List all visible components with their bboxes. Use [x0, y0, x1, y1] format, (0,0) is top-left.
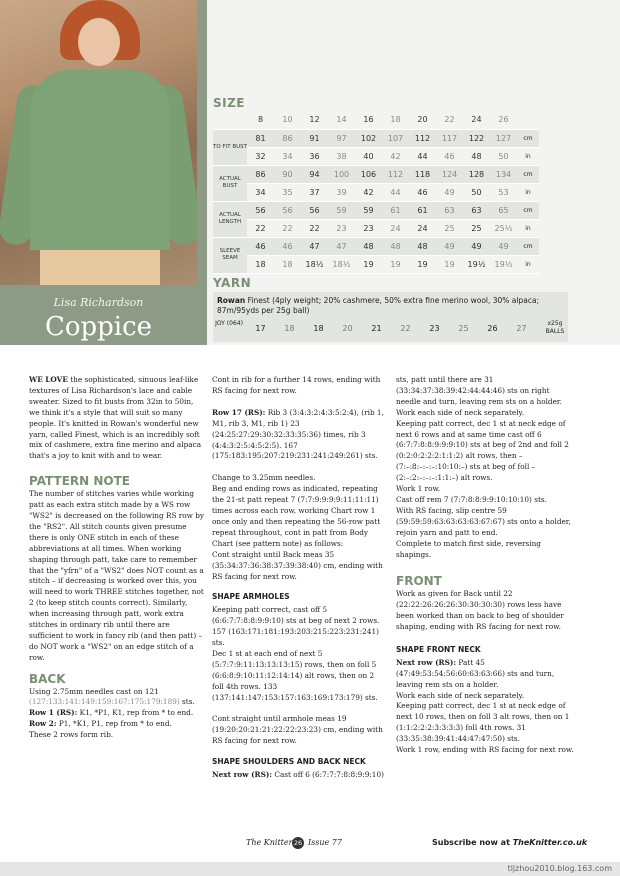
size-value-cell: 100	[328, 165, 355, 183]
front-heading: FRONT	[396, 574, 442, 589]
yarn-ball-count: 27	[516, 324, 527, 333]
size-value-cell: 48	[382, 237, 409, 255]
col3-next-row-lead: Next row (RS):	[396, 657, 457, 667]
col3-p10: Keeping patt correct, dec 1 st at neck edge of next 10 rows, then on foll 3 alt rows, then on 1 (1:1:2:2:2:3:3:3:3) foll 4th rows. 31 (33:35:38:39:41:44:47:47:50) sts.	[396, 701, 570, 744]
row-2-text: P1, *K1, P1, rep from * to end.	[56, 719, 172, 729]
photo-skirt	[40, 250, 160, 285]
size-value-cell: 19	[382, 255, 409, 273]
col2-p3: Beg and ending rows as indicated, repeating the 21-st patt repeat 7 (7:7:9:9:9:9:11:11:11) times across each row, working Chart row 1 once only and then repeating the 56-row patt repeat throughout, cont in patt from Body Chart (see pattern note) as follows:	[212, 484, 381, 548]
size-value-cell: 50	[490, 147, 517, 165]
size-value-cell: 91	[301, 129, 328, 147]
size-value-cell: 19½	[463, 255, 490, 273]
size-value-cell: 56	[274, 201, 301, 219]
yarn-ball-count: 18	[313, 324, 324, 333]
size-value-cell: 38	[328, 147, 355, 165]
size-header-cell: 24	[463, 111, 490, 129]
yarn-ball-count: 23	[429, 324, 440, 333]
col3-next-row-text: Patt 45 (47:49:53:54:56:60:63:63:66) sts and turn, leaving rem sts on a holder.	[396, 657, 555, 689]
size-value-cell: 44	[409, 147, 436, 165]
column-3	[396, 375, 576, 756]
size-value-cell: 39	[328, 183, 355, 201]
size-value-cell: 18	[274, 255, 301, 273]
size-row	[213, 255, 539, 273]
size-value-cell: 53	[490, 183, 517, 201]
yarn-brand: Rowan	[217, 296, 246, 305]
size-value-cell: 107	[382, 129, 409, 147]
pattern-note-text: The number of stitches varies while working patt as each extra stitch made by a WS row "WS2" is decreased on the following RS row by the "RS2". All stitch counts given presume there is only ONE stitch in each of these abbreviations at all times. When working shaping through patt, take care to remember that the "yfrn" of a "WS2" does NOT count as a stitch – if decreasing is worked over this, you will need to work THREE stitches together, not 2 (to keep stitch counts correct). Similarly, when increasing through patt, work extra stitches in ordinary rib until there are sufficient to work in fancy rib (and then patt) – do NOT work a "WS2" on an edge stitch of a row.	[29, 489, 205, 662]
model-photo	[0, 0, 197, 285]
yarn-heading: YARN	[213, 276, 252, 290]
row-2	[29, 719, 205, 730]
size-value-cell: 63	[463, 201, 490, 219]
col2-next-row-text: Cast off 6 (6:7:7:7:8:8:9:9:10)	[272, 770, 384, 780]
size-value-cell: 112	[382, 165, 409, 183]
row-1-text: K1, *P1, K1, rep from * to end.	[77, 708, 194, 718]
side-bar	[197, 0, 207, 345]
size-value-cell: 56	[247, 201, 274, 219]
size-unit-cell: in	[517, 219, 539, 237]
size-unit-cell: cm	[517, 165, 539, 183]
size-value-cell: 49	[436, 183, 463, 201]
yarn-colour-label: JOY (064)	[215, 320, 243, 327]
col3-next-row	[396, 658, 576, 691]
size-value-cell: 18	[247, 255, 274, 273]
size-value-cell: 49	[436, 237, 463, 255]
yarn-description	[217, 296, 562, 316]
col2-p2: Change to 3.25mm needles.	[212, 473, 316, 483]
row-17	[212, 408, 386, 463]
size-value-cell: 48	[355, 237, 382, 255]
col3-p9: Work each side of neck separately.	[396, 690, 525, 700]
size-row	[213, 201, 539, 219]
size-row	[213, 237, 539, 255]
column-2	[212, 375, 386, 781]
size-value-cell: 24	[382, 219, 409, 237]
size-value-cell: 24	[409, 219, 436, 237]
col2-p4: Cont straight until Back meas 35 (35:34:37:36:38:37:39:38:40) cm, ending with RS facing for next row.	[212, 549, 383, 581]
yarn-ball-count: 21	[371, 324, 382, 333]
col2-p5: Keeping patt correct, cast off 5 (6:6:7:7:8:8:9:9:10) sts at beg of next 2 rows. 157 (163:171:181:193:203:215:223:231:241) sts.	[212, 605, 380, 648]
yarn-detail: Finest (4ply weight; 20% cashmere, 50% extra fine merino wool, 30% alpaca; 87m/95yds per 25g ball)	[217, 296, 540, 315]
col3-p2: Work each side of neck separately.	[396, 407, 525, 417]
back-cast-on-end: sts.	[179, 697, 195, 707]
size-value-cell: 86	[247, 165, 274, 183]
size-row-label: ACTUAL BUST	[213, 165, 247, 201]
size-value-cell: 19	[355, 255, 382, 273]
col3-p6: With RS facing, slip centre 59 (59:59:59:63:63:63:63:67:67) sts onto a holder, rejoin yarn and patt to end.	[396, 505, 571, 537]
size-value-cell: 49	[490, 237, 517, 255]
size-value-cell: 61	[409, 201, 436, 219]
size-value-cell: 46	[409, 183, 436, 201]
size-header-cell: 8	[247, 111, 274, 129]
footer-magazine: The Knitter	[246, 838, 293, 847]
front-neck-heading: SHAPE FRONT NECK	[396, 644, 481, 654]
size-value-cell: 63	[436, 201, 463, 219]
size-row	[213, 165, 539, 183]
col2-p6: Dec 1 st at each end of next 5 (5:7:7:9:11:13:13:13:15) rows, then on foll 5 (6:6:8:9:10:11:12:14:14) alt rows, then on 2 foll 4th rows. 133 (137:141:147:153:157:163:169:173:179) sts.	[212, 648, 378, 702]
footer-site-link[interactable]: TheKnitter.co.uk	[512, 838, 588, 847]
size-value-cell: 22	[274, 219, 301, 237]
size-value-cell: 48	[409, 237, 436, 255]
size-value-cell: 42	[382, 147, 409, 165]
size-value-cell: 59	[355, 201, 382, 219]
yarn-ball-count: 26	[487, 324, 498, 333]
size-value-cell: 46	[274, 237, 301, 255]
size-row	[213, 147, 539, 165]
size-value-cell: 86	[274, 129, 301, 147]
size-value-cell: 40	[355, 147, 382, 165]
yarn-ball-count: 25	[458, 324, 469, 333]
design-title: Coppice	[44, 312, 153, 342]
rib-note: These 2 rows form rib.	[29, 730, 114, 740]
col3-p8: Work as given for Back until 22 (22:22:26:26:26:30:30:30:30) rows less have been worked than on back to beg of shoulder shaping, ending with RS facing for next row.	[396, 589, 564, 632]
armholes-heading: SHAPE ARMHOLES	[212, 592, 290, 602]
size-value-cell: 22	[301, 219, 328, 237]
col3-p4: Work 1 row.	[396, 484, 441, 494]
yarn-unit: x25g BALLS	[545, 320, 565, 335]
size-heading: SIZE	[213, 96, 246, 110]
size-value-cell: 102	[355, 129, 382, 147]
col2-p1: Cont in rib for a further 14 rows, ending with RS facing for next row.	[212, 375, 381, 395]
size-value-cell: 122	[463, 129, 490, 147]
size-row-label: TO FIT BUST	[213, 129, 247, 165]
size-value-cell: 18½	[301, 255, 328, 273]
photo-sweater	[30, 70, 170, 250]
size-row	[213, 129, 539, 147]
size-header-unit	[517, 111, 539, 129]
size-row	[213, 183, 539, 201]
size-value-cell: 25½	[490, 219, 517, 237]
size-value-cell: 118	[409, 165, 436, 183]
row-17-text: Rib 3 (3:4:3:2:4:3:5:2:4), (rib 1, M1, rib 3, M1, rib 1) 23 (24:25:27:29:30:32:33:35:36) times, rib 3 (4:4:3:2:5:4:5:2:5). 167 (175:183:195:207:219:231:241:249:261) sts.	[212, 407, 384, 461]
size-value-cell: 35	[274, 183, 301, 201]
col3-p5: Cast off rem 7 (7:7:8:8:9:9:10:10:10) sts.	[396, 494, 547, 504]
back-cast-on	[29, 687, 205, 709]
size-value-cell: 59	[328, 201, 355, 219]
size-header-cell: 16	[355, 111, 382, 129]
yarn-ball-count: 18	[284, 324, 295, 333]
designer-name: Lisa Richardson	[53, 296, 144, 309]
row-1-lead: Row 1 (RS):	[29, 708, 78, 718]
col3-p1: sts, patt until there are 31 (33:34:37:38:39:42:44:44:46) sts on right needle and turn, leaving rem sts on a holder.	[396, 375, 562, 406]
size-value-cell: 25	[463, 219, 490, 237]
intro-text: the sophisticated, sinuous leaf-like textures of Lisa Richardson's lace and cable sweater. Sized to fit busts from 32in to 50in, we think it's a style that will suit so many people. It's knitted in Rowan's wonderful new yarn, called Finest, which is an incredibly soft mix of cashmere, extra fine merino and alpaca that's a joy to knit with and to wear.	[29, 375, 202, 461]
size-unit-cell: cm	[517, 201, 539, 219]
size-value-cell: 22	[247, 219, 274, 237]
size-value-cell: 47	[301, 237, 328, 255]
size-value-cell: 19	[436, 255, 463, 273]
size-value-cell: 32	[247, 147, 274, 165]
size-value-cell: 94	[301, 165, 328, 183]
size-value-cell: 106	[355, 165, 382, 183]
size-header-blank	[213, 111, 247, 129]
col3-p3: Keeping patt correct, dec 1 st at neck edge of next 6 rows and at same time cast off 6 (6:7:7:8:8:9:9:9:10) sts at beg of 2nd and foll 2 (0:2:0:2:2:2:1:1:2) alt rows, then – (7:–:8:–:–:–:10:10:–) sts at beg of foll – (2:–:2:–:–:–:1:1:–) alt rows.	[396, 418, 569, 483]
size-value-cell: 42	[355, 183, 382, 201]
size-header-row	[213, 111, 539, 129]
size-header-cell: 20	[409, 111, 436, 129]
size-unit-cell: in	[517, 147, 539, 165]
size-value-cell: 49	[463, 237, 490, 255]
col2-next-row	[212, 770, 386, 781]
size-value-cell: 19½	[490, 255, 517, 273]
size-value-cell: 56	[301, 201, 328, 219]
size-value-cell: 36	[301, 147, 328, 165]
size-header-cell: 18	[382, 111, 409, 129]
size-value-cell: 81	[247, 129, 274, 147]
size-value-cell: 19	[409, 255, 436, 273]
size-value-cell: 124	[436, 165, 463, 183]
size-value-cell: 65	[490, 201, 517, 219]
size-value-cell: 46	[247, 237, 274, 255]
size-unit-cell: in	[517, 255, 539, 273]
shoulders-heading: SHAPE SHOULDERS AND BACK NECK	[212, 757, 366, 767]
size-unit-cell: cm	[517, 237, 539, 255]
intro-lead: WE LOVE	[29, 375, 68, 384]
back-cast-on-sizes: (127:133:141:149:159:167:175:179:189)	[29, 697, 180, 707]
size-value-cell: 61	[382, 201, 409, 219]
row-17-lead: Row 17 (RS):	[212, 407, 266, 417]
size-value-cell: 25	[436, 219, 463, 237]
footer-subscribe-text: Subscribe now at	[432, 838, 513, 847]
size-value-cell: 97	[328, 129, 355, 147]
yarn-ball-count: 22	[400, 324, 411, 333]
size-row-label: SLEEVE SEAM	[213, 237, 247, 273]
size-value-cell: 90	[274, 165, 301, 183]
col3-p11: Work 1 row, ending with RS facing for next row.	[396, 745, 574, 755]
size-value-cell: 44	[382, 183, 409, 201]
yarn-ball-count: 20	[342, 324, 353, 333]
size-value-cell: 18½	[328, 255, 355, 273]
size-unit-cell: cm	[517, 129, 539, 147]
size-row	[213, 219, 539, 237]
size-header-cell: 10	[274, 111, 301, 129]
size-table	[213, 111, 539, 274]
col3-p7: Complete to match first side, reversing shapings.	[396, 538, 541, 559]
col2-p7: Cont straight until armhole meas 19 (19:20:20:21:21:22:22:23:23) cm, ending with RS facing for next row.	[212, 714, 383, 746]
back-cast-on-text: Using 2.75mm needles cast on 121	[29, 686, 159, 696]
size-value-cell: 46	[436, 147, 463, 165]
column-1	[29, 375, 205, 741]
intro-paragraph	[29, 375, 205, 462]
footer-issue: Issue 77	[308, 838, 342, 847]
page-number: 26	[293, 839, 303, 847]
size-value-cell: 134	[490, 165, 517, 183]
size-value-cell: 37	[301, 183, 328, 201]
size-header-cell: 12	[301, 111, 328, 129]
size-value-cell: 23	[355, 219, 382, 237]
size-header-cell: 14	[328, 111, 355, 129]
size-value-cell: 112	[409, 129, 436, 147]
size-value-cell: 50	[463, 183, 490, 201]
size-value-cell: 48	[463, 147, 490, 165]
footer-subscribe[interactable]	[432, 838, 587, 847]
yarn-ball-count: 17	[255, 324, 266, 333]
size-value-cell: 34	[274, 147, 301, 165]
row-1	[29, 708, 205, 719]
size-value-cell: 117	[436, 129, 463, 147]
size-header-cell: 22	[436, 111, 463, 129]
photo-face	[78, 18, 120, 66]
size-row-label: ACTUAL LENGTH	[213, 201, 247, 237]
size-value-cell: 23	[328, 219, 355, 237]
back-heading: BACK	[29, 671, 66, 686]
pattern-note-heading: PATTERN NOTE	[29, 474, 130, 489]
size-unit-cell: in	[517, 183, 539, 201]
size-value-cell: 34	[247, 183, 274, 201]
size-value-cell: 128	[463, 165, 490, 183]
size-value-cell: 47	[328, 237, 355, 255]
size-header-cell: 26	[490, 111, 517, 129]
col2-next-row-lead: Next row (RS):	[212, 770, 273, 780]
watermark: tljzhou2010.blog.163.com	[507, 864, 612, 873]
yarn-box	[213, 292, 568, 342]
row-2-lead: Row 2:	[29, 719, 57, 729]
size-value-cell: 127	[490, 129, 517, 147]
